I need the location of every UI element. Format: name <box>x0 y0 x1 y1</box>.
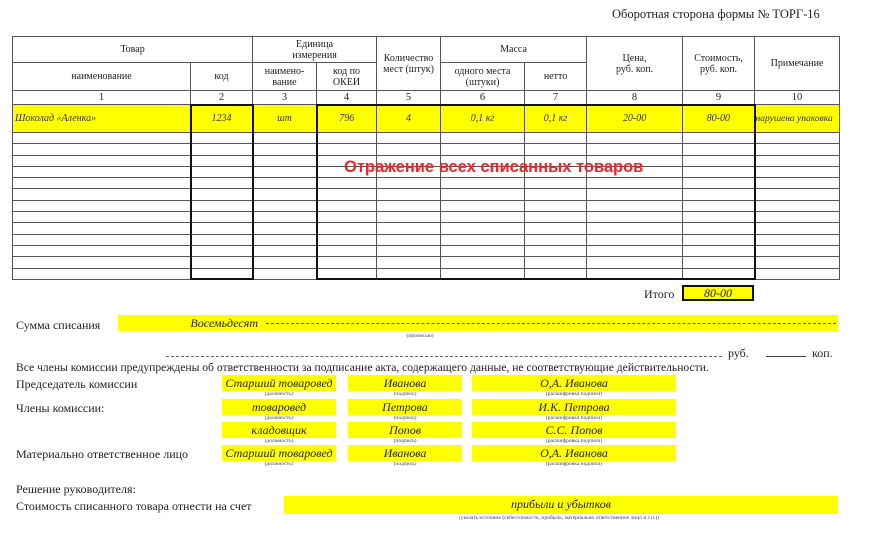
col-number: 6 <box>441 91 525 105</box>
chairman-decoded: О,А. Иванова <box>472 375 676 391</box>
header-cena: Цена, руб. коп. <box>587 37 683 91</box>
responsible-label: Материально ответственное лицо <box>16 447 189 461</box>
header-edinica: Единица измерения <box>253 37 377 63</box>
cell-price: 20-00 <box>587 105 683 133</box>
member-2-decoded: С.С. Попов <box>472 422 676 438</box>
account-label: Стоимость списанного товара отнести на счет <box>16 499 252 513</box>
hint-position: (должность) <box>264 415 294 421</box>
col-number: 7 <box>525 91 587 105</box>
header-naimen-vanie: наимено- вание <box>253 63 317 91</box>
hint-position: (должность) <box>264 461 294 467</box>
chairman-label: Председатель комиссии <box>16 377 138 391</box>
members-label: Члены комиссии: <box>16 401 105 415</box>
account-hint: (указать источник (себестоимость, прибыль, материально ответственное лицо и т.п.)) <box>459 515 659 521</box>
kop-line <box>766 347 806 357</box>
member-1-decoded: И.К. Петрова <box>472 399 676 415</box>
sum-hint: (прописью) <box>406 333 434 339</box>
hint-decoded: (расшифровка подписи) <box>545 415 603 421</box>
chairman-position: Старший товаровед <box>222 375 336 391</box>
total-label: Итого <box>644 287 675 301</box>
member-2-position: кладовщик <box>222 422 336 438</box>
hint-position: (должность) <box>264 438 294 444</box>
header-stoimost: Стоимость, руб. коп. <box>683 37 755 91</box>
col-number: 3 <box>253 91 317 105</box>
hint-position: (должность) <box>264 391 294 397</box>
member-1-signature: Петрова <box>348 399 462 415</box>
kop-label: коп. <box>812 346 833 360</box>
chairman-signature: Иванова <box>348 375 462 391</box>
member-1-position: товаровед <box>222 399 336 415</box>
hint-signature: (подпись) <box>393 461 417 467</box>
header-primechanie: Примечание <box>755 37 840 91</box>
sum-label: Сумма списания <box>16 318 101 332</box>
hint-signature: (подпись) <box>393 391 417 397</box>
cell-netto: 0,1 кг <box>525 105 587 133</box>
cell-unit: шт <box>253 105 317 133</box>
warning-text: Все члены комиссии предупреждены об ответственности за подписание акта, содержащего данные, не соответствующие действительности. <box>16 361 709 374</box>
hint-decoded: (расшифровка подписи) <box>545 461 603 467</box>
sum-line-2 <box>166 349 722 357</box>
header-massa: Масса <box>441 37 587 63</box>
responsible-decoded: О,А. Иванова <box>472 445 676 461</box>
form-title: Оборотная сторона формы № ТОРГ-16 <box>612 7 820 21</box>
header-odnogo-mesta: одного места (штуки) <box>441 63 525 91</box>
header-kod: код <box>191 63 253 91</box>
cell-cost: 80-00 <box>683 105 755 133</box>
responsible-position: Старший товаровед <box>222 445 336 461</box>
header-kolichestvo: Количество мест (штук) <box>377 37 441 91</box>
cell-qty: 4 <box>377 105 441 133</box>
decision-label: Решение руководителя: <box>16 482 136 496</box>
hint-signature: (подпись) <box>393 415 417 421</box>
col-number: 5 <box>377 91 441 105</box>
cell-note: нарушена упаковка <box>755 105 840 133</box>
responsible-signature: Иванова <box>348 445 462 461</box>
overlay-caption: Отражение всех списанных товаров <box>344 158 644 176</box>
hint-decoded: (расшифровка подписи) <box>545 438 603 444</box>
sum-value: Восемьдесят <box>190 316 258 330</box>
cell-mass-one: 0,1 кг <box>441 105 525 133</box>
header-kod-okei: код по ОКЕИ <box>317 63 377 91</box>
header-tovar: Товар <box>13 37 253 63</box>
col-number: 4 <box>317 91 377 105</box>
col-number: 8 <box>587 91 683 105</box>
rub-label: руб. <box>728 346 749 360</box>
col-number: 1 <box>13 91 191 105</box>
hint-signature: (подпись) <box>393 438 417 444</box>
col-number: 2 <box>191 91 253 105</box>
header-naimenovanie: наименование <box>13 63 191 91</box>
hint-decoded: (расшифровка подписи) <box>545 391 603 397</box>
table-row <box>13 105 840 133</box>
total-value: 80-00 <box>682 285 754 301</box>
cell-code: 1234 <box>191 105 253 133</box>
cell-okei: 796 <box>317 105 377 133</box>
col-number: 9 <box>683 91 755 105</box>
cell-name: Шоколад «Аленка» <box>13 105 191 133</box>
member-2-signature: Попов <box>348 422 462 438</box>
sum-field <box>118 315 838 331</box>
col-number: 10 <box>755 91 840 105</box>
account-value: прибыли и убытков <box>284 496 838 514</box>
header-netto: нетто <box>525 63 587 91</box>
